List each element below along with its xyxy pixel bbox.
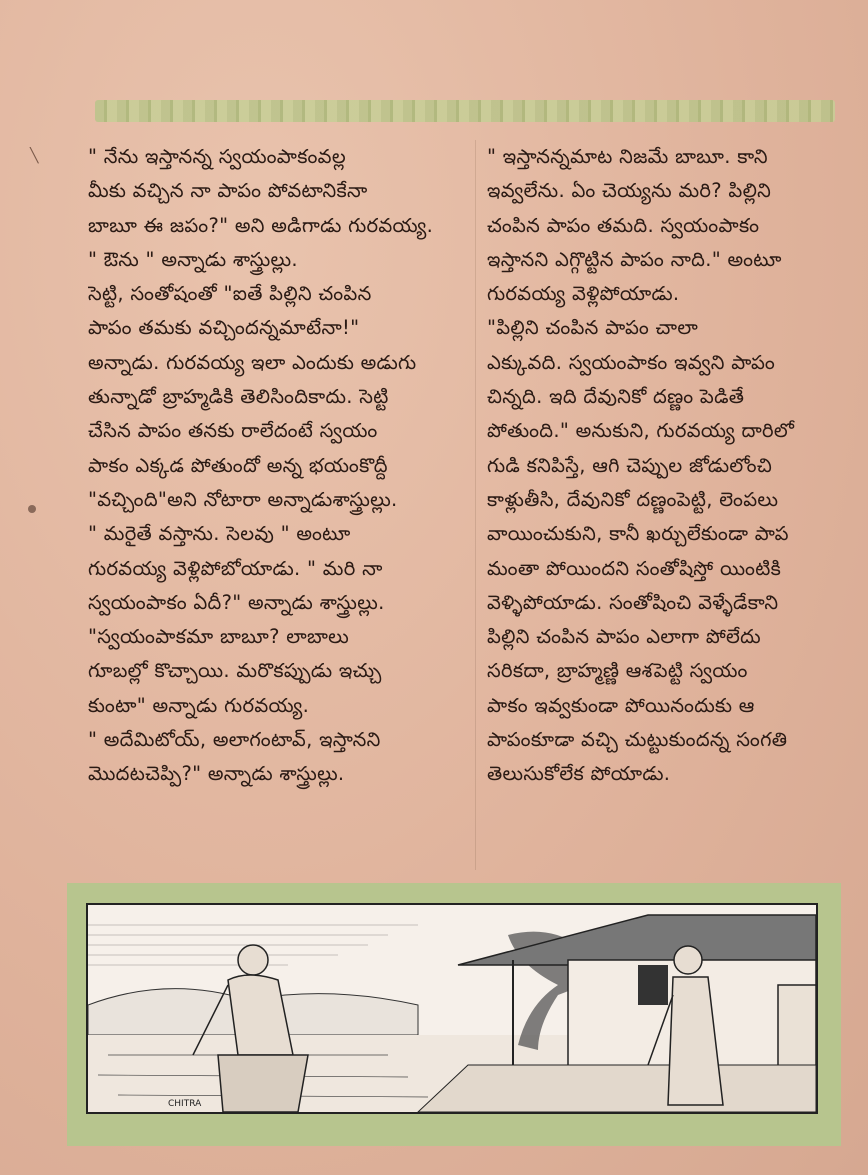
- text-line: కాళ్లుతీసి, దేవునికో దణ్ణంపెట్టి, లెంపలు: [487, 487, 779, 511]
- text-line: గుడి కనిపిస్తే, ఆగి చెప్పుల జోడులోంచి: [487, 453, 773, 477]
- text-line: "వచ్చింది"అని నోటారా అన్నాడుశాస్త్రుల్లు.: [88, 487, 398, 511]
- paragraph: [88, 140, 468, 243]
- text-line: పాపంకూడా వచ్చి చుట్టుకుందన్న సంగతి: [487, 728, 788, 752]
- ink-dot: [28, 505, 36, 513]
- text-line: " ఔను " అన్నాడు శాస్త్రుల్లు.: [88, 247, 298, 271]
- text-line: "స్వయంపాకమా బాబూ? లాబాలు: [88, 625, 350, 649]
- text-line: సెట్టి, సంతోషంతో "ఐతే పిల్లిని చంపిన: [88, 282, 372, 306]
- text-line: " ఇస్తానన్నమాట నిజమే బాబూ. కాని: [487, 145, 768, 168]
- text-line: పిల్లిని చంపిన పాపం ఎలాగా పోలేదు: [487, 625, 761, 649]
- left-text-column: [88, 140, 468, 792]
- paragraph: [88, 243, 468, 277]
- text-line: చంపిన పాపం తమది. స్వయంపాకం: [487, 213, 760, 237]
- text-line: కుంటా" అన్నాడు గురవయ్య.: [88, 693, 310, 717]
- text-line: వాయించుకుని, కానీ ఖర్చులేకుండా పాప: [487, 522, 789, 546]
- text-line: " నేను ఇస్తానన్న స్వయంపాకంవల్ల: [88, 145, 346, 168]
- text-line: మొదటచెప్పి?" అన్నాడు శాస్త్రుల్లు.: [88, 762, 345, 786]
- decorative-border-band: [95, 100, 835, 122]
- text-line: మంతా పోయిందని సంతోషిస్తో యింటికి: [487, 556, 782, 580]
- text-line: అన్నాడు. గురవయ్య ఇలా ఎందుకు అడుగు: [88, 350, 417, 374]
- text-line: ఇస్తానని ఎగ్గొట్టిన పాపం నాది." అంటూ: [487, 247, 782, 271]
- artist-signature: CHITRA: [168, 1099, 202, 1109]
- text-line: మీకు వచ్చిన నా పాపం పోవటానికేనా: [88, 179, 368, 203]
- text-line: సరికదా, బ్రాహ్మణ్ణి ఆశపెట్టి స్వయం: [487, 659, 748, 683]
- paragraph: [487, 140, 862, 311]
- right-text-column: [487, 140, 862, 792]
- story-illustration: [86, 903, 818, 1114]
- text-line: గురవయ్య వెళ్లిపోబోయాడు. " మరి నా: [88, 556, 383, 580]
- paragraph: [88, 517, 468, 620]
- text-line: పాకం ఎక్కడ పోతుందో అన్న భయంకొద్దీ: [88, 453, 388, 477]
- text-line: ఎక్కువది. స్వయంపాకం ఇవ్వని పాపం: [487, 350, 776, 374]
- text-line: ఇవ్వలేను. ఏం చెయ్యను మరి? పిల్లిని: [487, 179, 772, 203]
- text-line: గూబల్లో కొచ్చాయి. మరొకప్పుడు ఇచ్చు: [88, 659, 382, 683]
- text-line: పాకం ఇవ్వకుండా పోయినందుకు ఆ: [487, 693, 755, 717]
- text-line: " అదేమిటోయ్, అలాగంటావ్, ఇస్తానని: [88, 728, 381, 752]
- text-line: " మరైతే వస్తాను. సెలవు " అంటూ: [88, 522, 351, 546]
- text-line: చేసిన పాపం తనకు రాలేదంటే స్వయం: [88, 419, 378, 443]
- text-line: బాబూ ఈ జపం?" అని అడిగాడు గురవయ్య.: [88, 213, 434, 237]
- text-line: పాపం తమకు వచ్చిందన్నమాటేనా!": [88, 316, 360, 340]
- illustration-drawing: [88, 905, 816, 1112]
- column-divider: [475, 140, 476, 870]
- text-line: తున్నాడో బ్రాహ్మడికి తెలిసిందికాదు. సెట్టి: [88, 385, 389, 409]
- paragraph: [88, 620, 468, 723]
- text-line: చిన్నది. ఇది దేవునికో దణ్ణం పెడితే: [487, 385, 745, 409]
- paragraph: [88, 723, 468, 792]
- corner-mark-icon: ╲: [30, 148, 39, 164]
- text-line: స్వయంపాకం ఏదీ?" అన్నాడు శాస్త్రుల్లు.: [88, 590, 385, 614]
- text-line: వెళ్ళిపోయాడు. సంతోషించి వెళ్ళేడేకాని: [487, 590, 779, 614]
- text-line: "పిల్లిని చంపిన పాపం చాలా: [487, 316, 699, 340]
- paragraph: [88, 277, 468, 517]
- text-line: గురవయ్య వెళ్లిపోయాడు.: [487, 282, 680, 306]
- paragraph: [487, 311, 862, 791]
- text-line: తెలుసుకోలేక పోయాడు.: [487, 762, 671, 786]
- text-line: పోతుంది." అనుకుని, గురవయ్య దారిలో: [487, 419, 795, 443]
